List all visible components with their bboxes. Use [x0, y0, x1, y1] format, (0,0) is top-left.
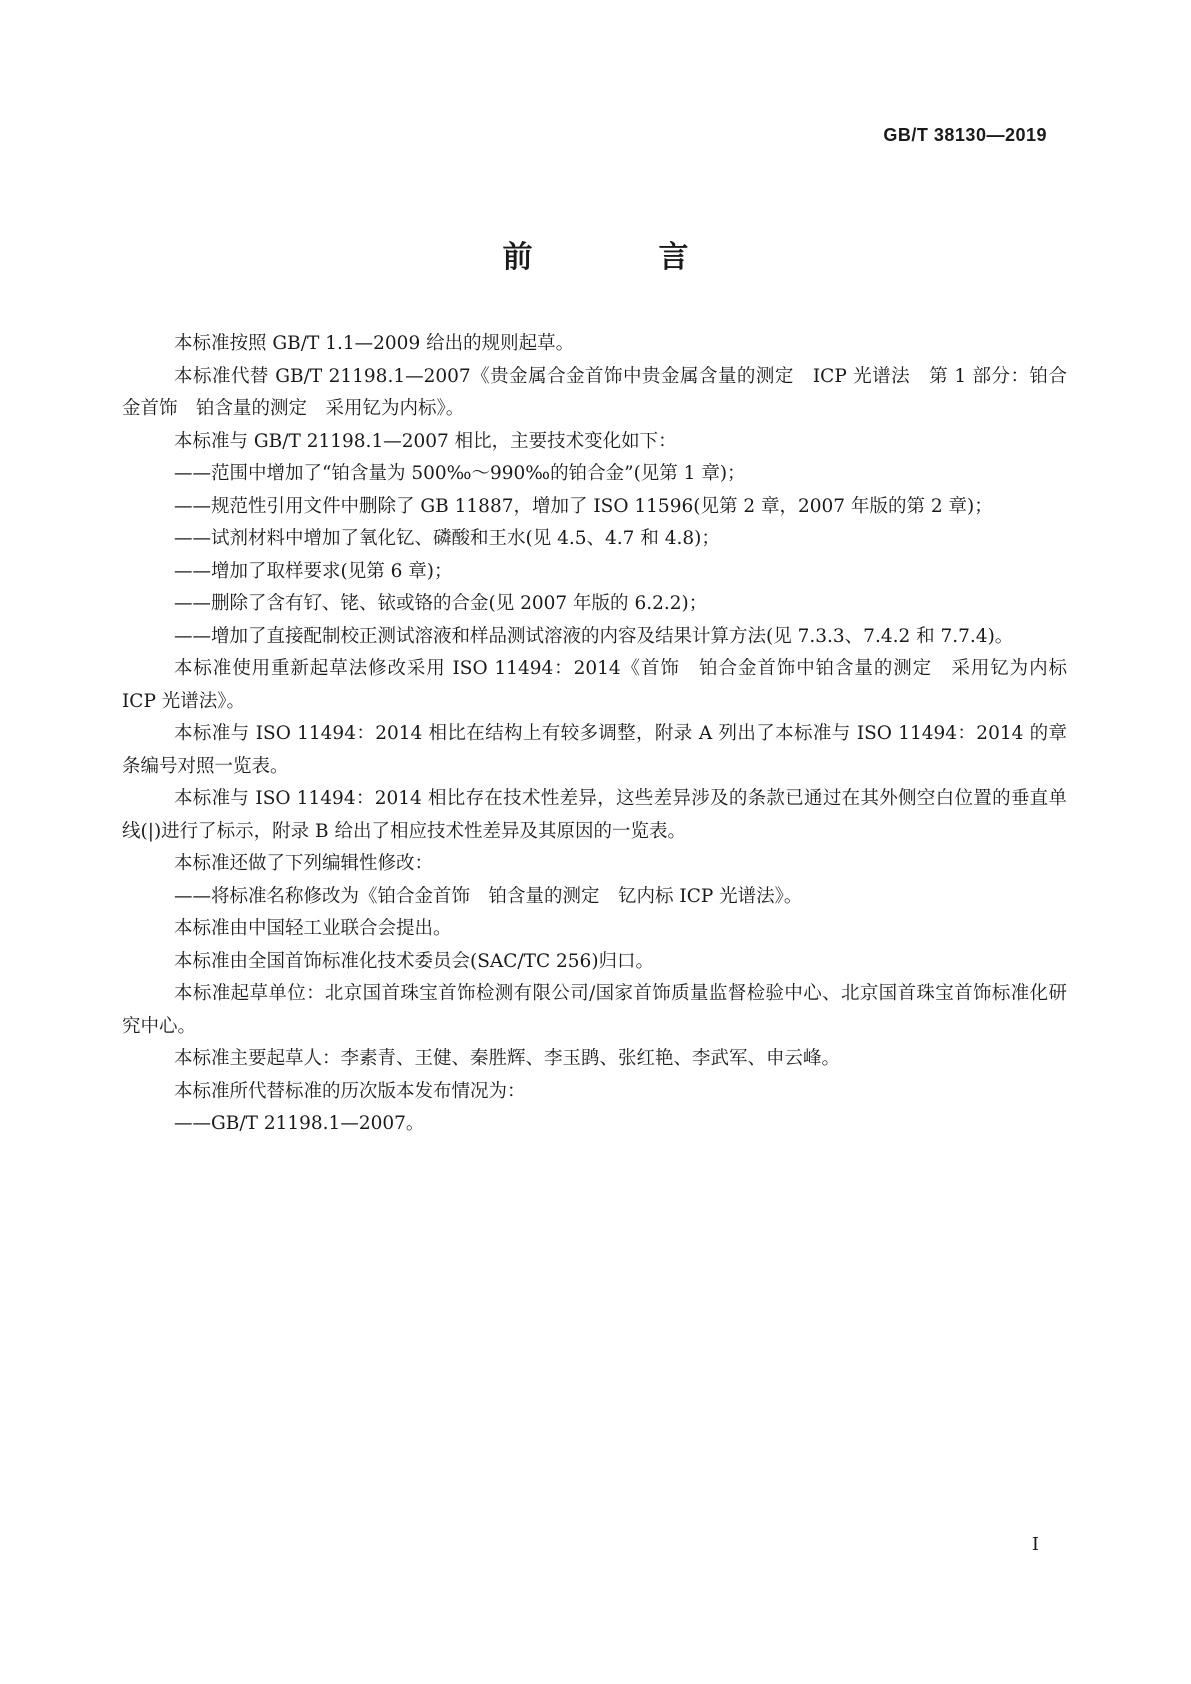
paragraph-previous-editions: 本标准所代替标准的历次版本发布情况为： — [174, 1080, 526, 1102]
paragraph-drafting-rules: 本标准按照 GB/T 1.1—2009 给出的规则起草。 — [174, 333, 575, 354]
standard-code-header: GB/T 38130—2019 — [883, 125, 1047, 145]
paragraph-replaces-standard: 本标准代替 GB/T 21198.1—2007《贵金属合金首饰中贵金属含量的测定 ICP 光谱法 第 1 部分：铂合金首饰 铂含量的测定 采用钇为内标》。 — [122, 365, 1067, 419]
list-item-change-reagents: ——试剂材料中增加了氧化钇、磷酸和王水(见 4.5、4.7 和 4.8)； — [174, 528, 720, 549]
paragraph-structure-annex-a: 本标准与 ISO 11494：2014 相比在结构上有较多调整，附录 A 列出了本标准与 ISO 11494：2014 的章条编号对照一览表。 — [122, 723, 1067, 777]
paragraph-editorial-changes: 本标准还做了下列编辑性修改： — [174, 853, 434, 874]
paragraph-proposer: 本标准由中国轻工业联合会提出。 — [174, 918, 452, 939]
paragraph-drafting-units: 本标准起草单位：北京国首珠宝首饰检测有限公司/国家首饰质量监督检验中心、北京国首珠宝首饰标准化研究中心。 — [122, 983, 1067, 1037]
foreword-body — [122, 328, 1067, 1141]
paragraph-main-changes: 本标准与 GB/T 21198.1—2007 相比，主要技术变化如下： — [174, 430, 677, 452]
list-item-change-alloys: ——删除了含有钌、铑、铱或铬的合金(见 2007 年版的 6.2.2)； — [174, 593, 708, 614]
page-title: 前 言 — [502, 240, 737, 275]
paragraph-drafters: 本标准主要起草人：李素青、王健、秦胜辉、李玉鹍、张红艳、李武军、申云峰。 — [174, 1048, 841, 1069]
list-item-change-references: ——规范性引用文件中删除了 GB 11887，增加了 ISO 11596(见第 2 章，2007 年版的第 2 章)； — [174, 495, 993, 517]
paragraph-committee: 本标准由全国首饰标准化技术委员会(SAC/TC 256)归口。 — [174, 950, 655, 972]
page-number: I — [1031, 1534, 1039, 1555]
paragraph-iso-adoption: 本标准使用重新起草法修改采用 ISO 11494：2014《首饰 铂合金首饰中铂含量的测定 采用钇为内标 ICP 光谱法》。 — [122, 658, 1067, 712]
list-item-editorial-name: ——将标准名称修改为《铂合金首饰 铂含量的测定 钇内标 ICP 光谱法》。 — [174, 885, 803, 907]
paragraph-technical-differences: 本标准与 ISO 11494：2014 相比存在技术性差异，这些差异涉及的条款已通过在其外侧空白位置的垂直单线(|)进行了标示，附录 B 给出了相应技术性差异及其原因的一览表。 — [122, 788, 1067, 842]
list-item-change-scope: ——范围中增加了“铂含量为 500‰～990‰的铂合金”(见第 1 章)； — [174, 463, 746, 484]
list-item-previous-edition: ——GB/T 21198.1—2007。 — [174, 1113, 425, 1134]
list-item-change-calculation: ——增加了直接配制校正测试溶液和样品测试溶液的内容及结果计算方法(见 7.3.3、7.4.2 和 7.7.4)。 — [174, 625, 1014, 647]
list-item-change-sampling: ——增加了取样要求(见第 6 章)； — [174, 560, 453, 582]
